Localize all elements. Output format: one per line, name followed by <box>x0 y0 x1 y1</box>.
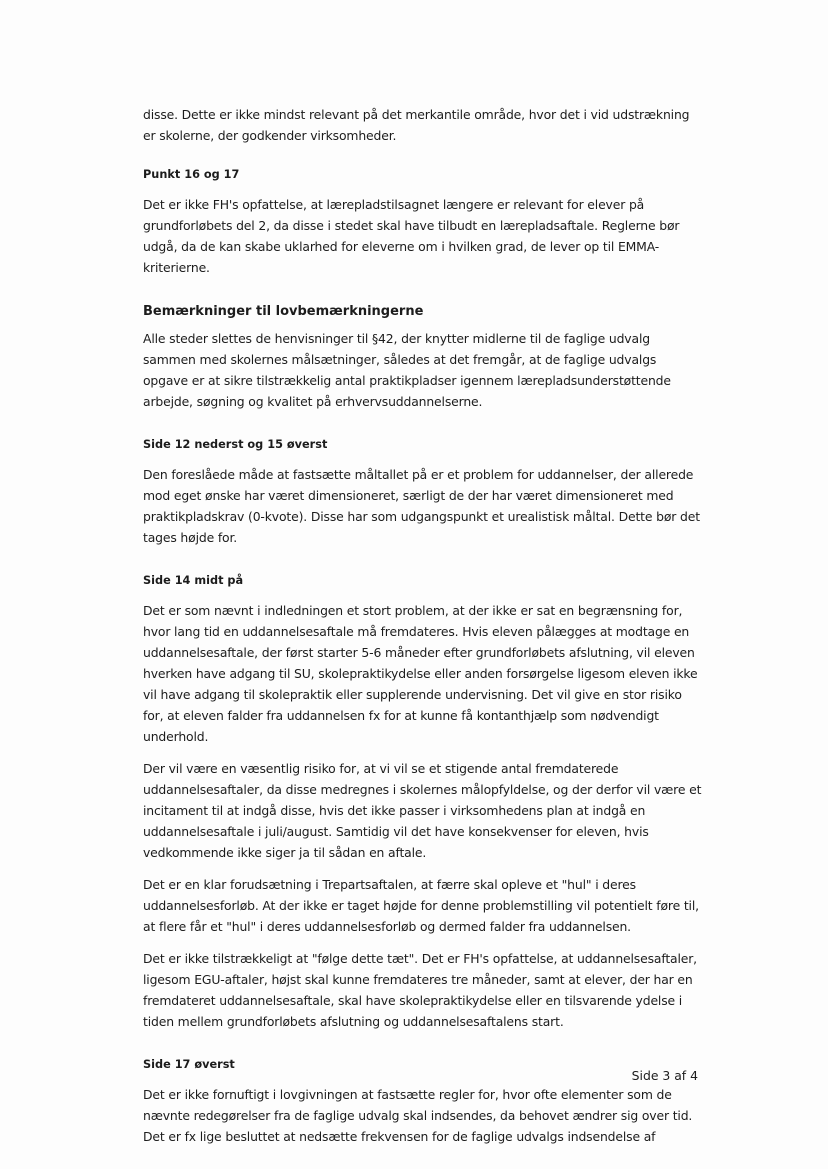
document-body <box>143 104 703 1158</box>
punkt-paragraph: Det er ikke FH's opfattelse, at lærepladstilsagnet længere er relevant for elever på grundforløbets del 2, da disse i stedet skal have tilbudt en lærepladsaftale. Reglerne bør udgå, da de kan skabe uklarhed for eleverne om i hvilken grad, de lever op til EMMA-kriterierne. <box>143 197 680 275</box>
side14-paragraph: Det er som nævnt i indledningen et stort problem, at der ikke er sat en begrænsning for, hvor lang tid en uddannelsesaftale må fremdateres. Hvis eleven pålægges at modtage en uddannelsesaftale, der først starter 5-6 måneder efter grundforløbets afslutning, vil eleven hverken have adgang til SU, skolepraktikydelse eller anden forsørgelse ligesom eleven ikke vil have adgang til skolepraktik eller supplerende undervisning. Det vil give en stor risiko for, at eleven falder fra uddannelsen fx for at kunne få kontanthjælp som nødvendigt underhold. <box>143 603 698 744</box>
side14-paragraph: Der vil være en væsentlig risiko for, at vi vil se et stigende antal fremdaterede uddannelsesaftaler, da disse medregnes i skolernes målopfyldelse, og der derfor vil være et incitament til at indgå disse, hvis det ikke passer i virksomhedens plan at indgå en uddannelsesaftale i juli/august. Samtidig vil det have konsekvenser for eleven, hvis vedkommende ikke siger ja til sådan en aftale. <box>143 761 702 860</box>
side12-paragraph: Den foreslåede måde at fastsætte måltallet på er et problem for uddannelser, der allerede mod eget ønske har været dimensioneret, særligt de der har været dimensioneret med praktikpladskrav (0-kvote). Disse har som udgangspunkt et urealistisk måltal. Dette bør det tages højde for. <box>143 467 700 545</box>
page-number: Side 3 af 4 <box>631 1068 698 1083</box>
heading-side-12: Side 12 nederst og 15 øverst <box>143 438 328 451</box>
intro-paragraph: disse. Dette er ikke mindst relevant på det merkantile område, hvor det i vid udstrækning er skolerne, der godkender virksomheder. <box>143 107 690 143</box>
side14-paragraph: Det er ikke tilstrækkeligt at "følge dette tæt". Det er FH's opfattelse, at uddannelsesaftaler, ligesom EGU-aftaler, højst skal kunne fremdateres tre måneder, samt at elever, der har en fremdateret uddannelsesaftale, skal have skolepraktikydelse eller en tilsvarende ydelse i tiden mellem grundforløbets afslutning og uddannelsesaftalens start. <box>143 951 697 1029</box>
side14-paragraph: Det er en klar forudsætning i Trepartsaftalen, at færre skal opleve et "hul" i deres uddannelsesforløb. At der ikke er taget højde for denne problemstilling vil potentielt føre til, at flere får et "hul" i deres uddannelsesforløb og dermed falder fra uddannelsen. <box>143 877 699 934</box>
side17-paragraph: Det er ikke fornuftigt i lovgivningen at fastsætte regler for, hvor ofte elementer som de nævnte redegørelser fra de faglige udvalg skal indsendes, da behovet ændrer sig over tid. Det er fx lige besluttet at nedsætte frekvensen for de faglige udvalgs indsendelse af <box>143 1087 693 1144</box>
heading-bemaerkninger: Bemærkninger til lovbemærkningerne <box>143 304 424 319</box>
heading-punkt-16-17: Punkt 16 og 17 <box>143 168 240 181</box>
heading-side-17: Side 17 øverst <box>143 1058 235 1071</box>
bemaerkninger-paragraph: Alle steder slettes de henvisninger til §42, der knytter midlerne til de faglige udvalg sammen med skolernes målsætninger, således at det fremgår, at de faglige udvalgs opgave er at sikre tilstrækkelig antal praktikpladser igennem lærepladsunderstøttende arbejde, søgning og kvalitet på erhvervsuddannelserne. <box>143 331 671 409</box>
heading-side-14: Side 14 midt på <box>143 574 244 587</box>
